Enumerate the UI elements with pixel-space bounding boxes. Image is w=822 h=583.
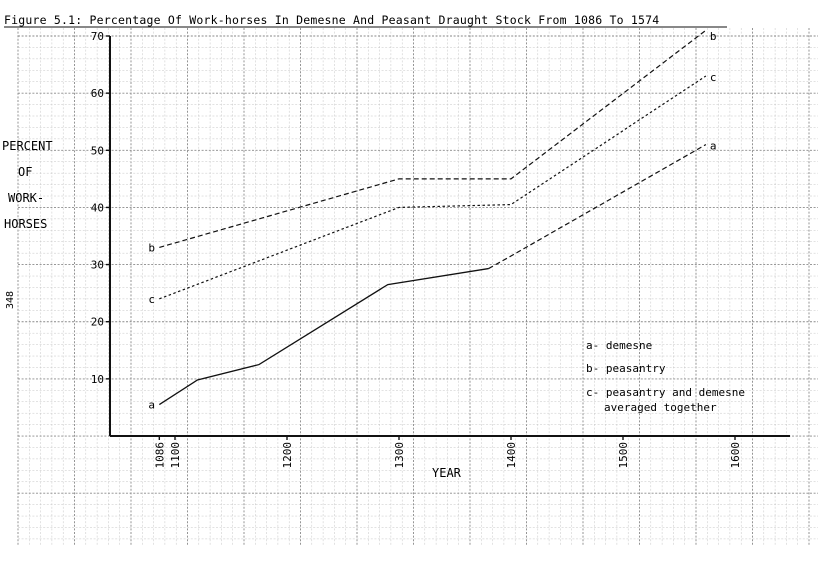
y-tick-label: 10	[90, 372, 104, 386]
page-number: 348	[5, 290, 16, 310]
series-end-label-a: a	[709, 139, 717, 153]
y-axis-label-line: HORSES	[4, 217, 48, 231]
legend-item-a: a- demesne	[586, 339, 653, 352]
x-tick-label: 1500	[617, 442, 630, 469]
series-line-a	[159, 269, 488, 405]
y-tick-label: 30	[90, 258, 104, 272]
legend-item-c-continued: averaged together	[604, 401, 717, 414]
legend-item-c: c- peasantry and demesne	[586, 386, 745, 399]
y-axis-label	[2, 139, 53, 231]
x-tick-label: 1600	[729, 442, 742, 469]
x-axis-label: YEAR	[432, 466, 461, 480]
chart-grid	[18, 28, 818, 545]
y-tick-label: 60	[90, 87, 104, 101]
series-start-label-b: b	[148, 241, 155, 255]
series-start-label-c: c	[148, 292, 155, 306]
series-line-a-extension	[489, 145, 706, 269]
legend-item-b: b- peasantry	[586, 362, 666, 375]
y-axis-label-line: PERCENT	[2, 139, 53, 153]
x-tick-label: 1400	[505, 442, 518, 469]
y-tick-label: 20	[90, 315, 104, 329]
y-tick-label: 70	[90, 30, 104, 43]
chart-title: Figure 5.1: Percentage Of Work-horses In Demesne And Peasant Draught Stock From 1086 To 1574	[4, 13, 660, 27]
series-start-label-a: a	[148, 398, 155, 412]
series-end-label-b: b	[709, 30, 717, 43]
x-tick-label: 1300	[393, 442, 406, 469]
x-tick-label: 1086	[153, 442, 167, 469]
y-tick-label: 40	[90, 201, 104, 215]
y-axis-label-line: WORK-	[8, 191, 45, 205]
legend	[586, 339, 745, 414]
series-line-c	[159, 76, 706, 299]
y-axis-label-line: OF	[18, 165, 33, 179]
x-tick-label: 1200	[281, 442, 294, 469]
series-end-label-c: c	[709, 71, 717, 84]
y-tick-label: 50	[90, 144, 104, 158]
x-tick-label: 1100	[169, 442, 182, 469]
